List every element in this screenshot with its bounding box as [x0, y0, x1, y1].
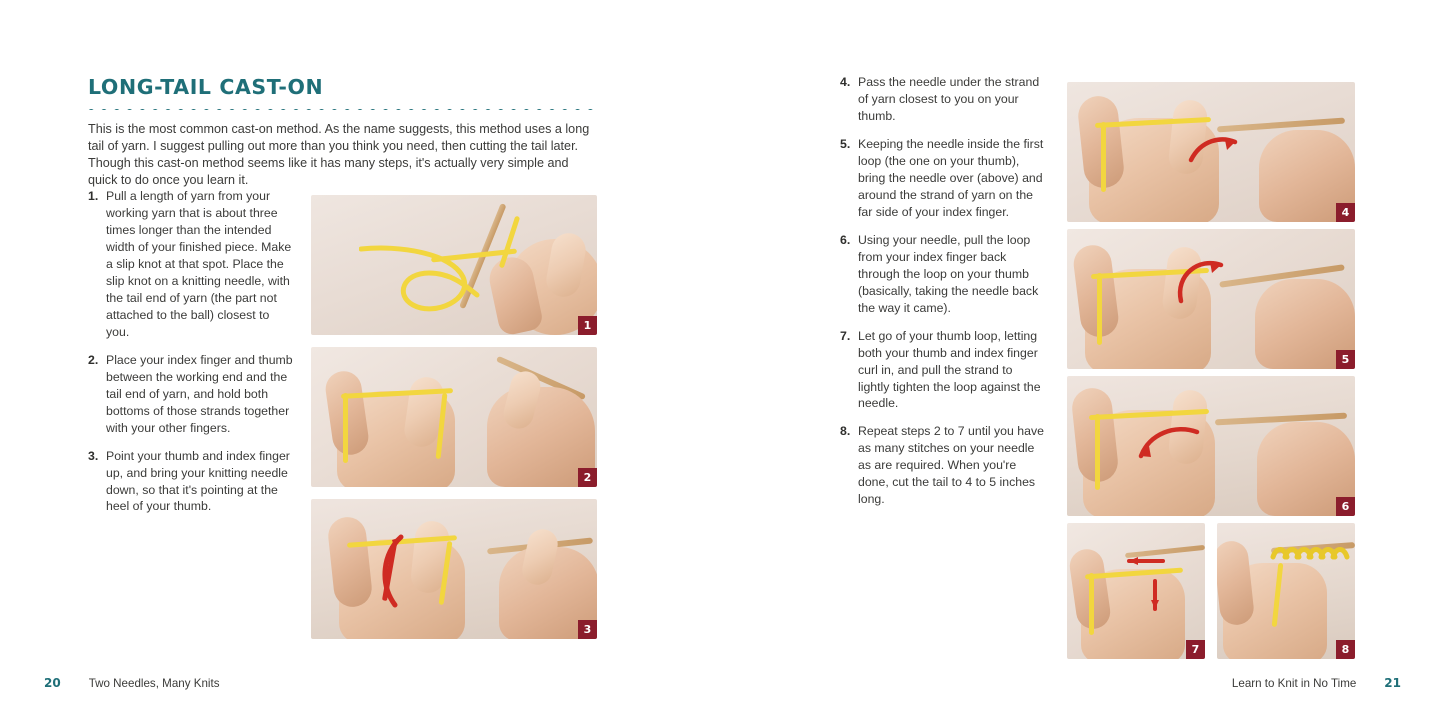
- steps-list-right: [840, 74, 1045, 519]
- photo-number-badge: 4: [1336, 203, 1355, 222]
- photo-number-badge: 1: [578, 316, 597, 335]
- step-number: 7.: [840, 328, 851, 343]
- instruction-photo-4: [1067, 82, 1355, 222]
- photo-number-badge: 8: [1336, 640, 1355, 659]
- intro-paragraph: This is the most common cast-on method. As the name suggests, this method uses a long tail of yarn. I suggest pulling out more than you think you need, then cutting the tail later. Though this cast-on method seems like it has many steps, it's actually very simple and quick to do once you learn it.: [88, 121, 590, 188]
- step-text: Keeping the needle inside the first loop (the one on your thumb), bring the needle over (above) and around the strand of yarn on the far side of your index finger.: [858, 136, 1044, 219]
- photo-number-badge: 3: [578, 620, 597, 639]
- steps-list-left: [88, 188, 293, 526]
- section-heading-block: [88, 76, 600, 110]
- step-text: Let go of your thumb loop, letting both your thumb and index finger curl in, and pull the strand to lightly tighten the loop against the needle.: [858, 328, 1041, 411]
- step-text: Pass the needle under the strand of yarn closest to you on your thumb.: [858, 75, 1040, 123]
- step-text: Place your index finger and thumb between the working end and the tail end of yarn, and hold both bottoms of those strands together with your other fingers.: [106, 352, 293, 435]
- step-number: 4.: [840, 75, 851, 89]
- page-number: 20: [44, 676, 61, 690]
- photo-3-illustration: [311, 499, 597, 639]
- step-number: 8.: [840, 424, 851, 439]
- step-number: 1.: [88, 189, 99, 203]
- photo-number-badge: 7: [1186, 640, 1205, 659]
- decorative-squiggle-rule: [88, 102, 599, 110]
- step-number: 5.: [840, 136, 851, 151]
- photo-number-badge: 5: [1336, 350, 1355, 369]
- photo-number-badge: 2: [578, 468, 597, 487]
- footer-right: [1232, 676, 1401, 690]
- list-item: [88, 188, 293, 341]
- instruction-photo-2: [311, 347, 597, 487]
- left-page: [0, 0, 722, 723]
- step-number: 2.: [88, 352, 99, 367]
- step-text: Using your needle, pull the loop from your index finger back through the loop on your thumb (basically, taking the needle back the way it came).: [858, 232, 1039, 315]
- list-item: [840, 328, 1045, 413]
- list-item: [840, 74, 1045, 125]
- instruction-photo-5: [1067, 229, 1355, 369]
- footer-left: [44, 676, 220, 690]
- photo-7-illustration: [1067, 523, 1205, 659]
- step-text: Repeat steps 2 to 7 until you have as many stitches on your needle as are required. When you're done, cut the tail to 4 to 5 inches long.: [858, 424, 1044, 507]
- instruction-photo-7: [1067, 523, 1205, 659]
- photo-number-badge: 6: [1336, 497, 1355, 516]
- running-head: Learn to Knit in No Time: [1231, 677, 1357, 690]
- list-item: [88, 448, 293, 516]
- step-number: 6.: [840, 232, 851, 247]
- photo-8-illustration: [1217, 523, 1355, 659]
- step-number: 3.: [88, 448, 99, 463]
- photo-2-illustration: [311, 347, 597, 487]
- photo-5-illustration: [1067, 229, 1355, 369]
- photo-4-illustration: [1067, 82, 1355, 222]
- page-number: 21: [1384, 676, 1401, 690]
- step-text: Point your thumb and index finger up, and bring your knitting needle down, so that it's pointing at the heel of your thumb.: [106, 448, 290, 514]
- running-head: Two Needles, Many Knits: [88, 677, 220, 690]
- right-page: [722, 0, 1445, 723]
- step-text: Pull a length of yarn from your working yarn that is about three times longer than the intended width of your finished piece. Make a slip knot at that spot. Place the slip knot on a knitting needle, with the tail end of yarn (the part not attached to the ball) closest to you.: [106, 189, 292, 339]
- list-item: [840, 423, 1045, 508]
- list-item: [840, 232, 1045, 317]
- photo-6-illustration: [1067, 376, 1355, 516]
- instruction-photo-8: [1217, 523, 1355, 659]
- instruction-photo-1: [311, 195, 597, 335]
- instruction-photo-6: [1067, 376, 1355, 516]
- photo-1-illustration: [311, 195, 597, 335]
- page-title: LONG-TAIL CAST-ON: [88, 75, 324, 99]
- list-item: [840, 136, 1045, 221]
- list-item: [88, 352, 293, 437]
- instruction-photo-3: [311, 499, 597, 639]
